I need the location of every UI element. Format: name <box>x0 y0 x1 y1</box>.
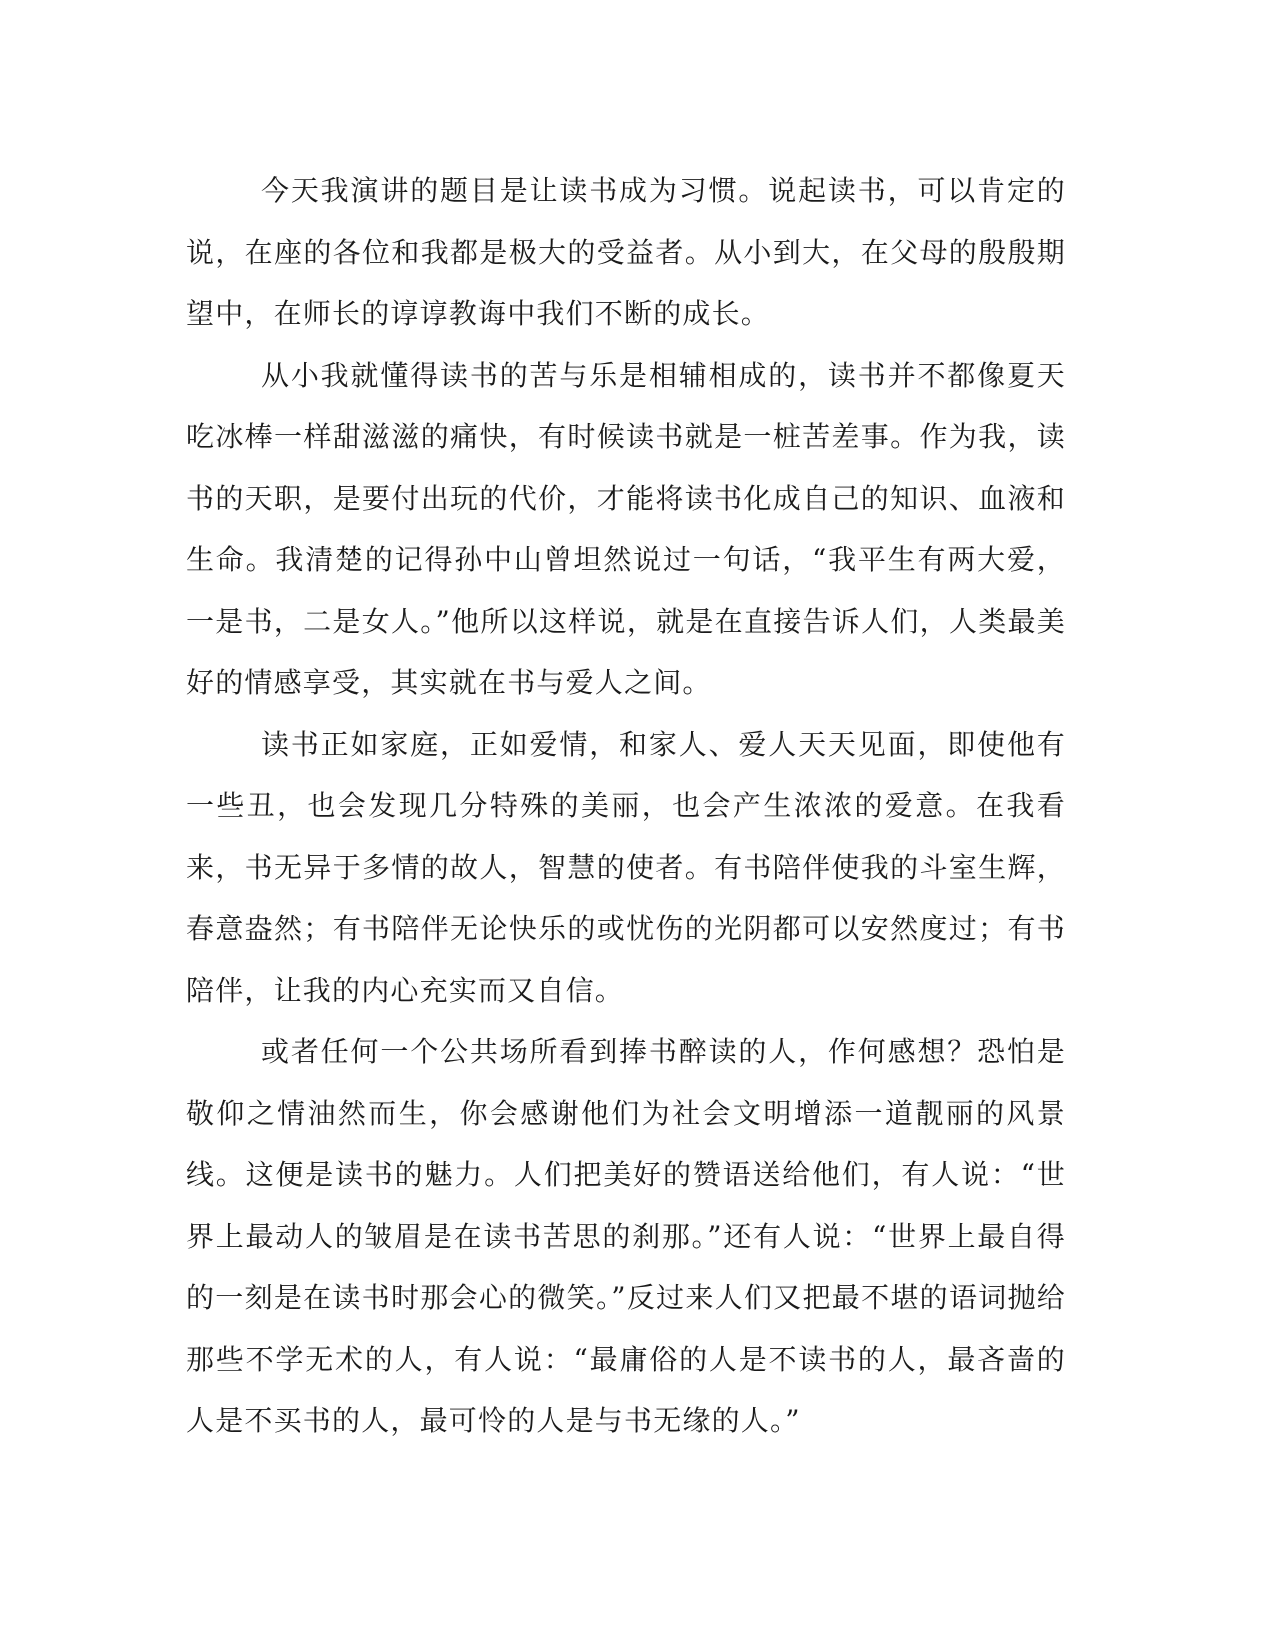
document-body <box>186 160 1066 1452</box>
paragraph: 或者任何一个公共场所看到捧书醉读的人，作何感想？恐怕是敬仰之情油然而生，你会感谢他们为社会文明增添一道靓丽的风景线。这便是读书的魅力。人们把美好的赞语送给他们，有人说：“世界上最动人的皱眉是在读书苦思的刹那。”还有人说：“世界上最自得的一刻是在读书时那会心的微笑。”反过来人们又把最不堪的语词抛给那些不学无术的人，有人说：“最庸俗的人是不读书的人，最吝啬的人是不买书的人，最可怜的人是与书无缘的人。” <box>186 1035 1066 1437</box>
paragraph: 读书正如家庭，正如爱情，和家人、爱人天天见面，即使他有一些丑，也会发现几分特殊的美丽，也会产生浓浓的爱意。在我看来，书无异于多情的故人，智慧的使者。有书陪伴使我的斗室生辉，春意盎然；有书陪伴无论快乐的或忧伤的光阴都可以安然度过；有书陪伴，让我的内心充实而又自信。 <box>186 727 1066 1007</box>
paragraph: 今天我演讲的题目是让读书成为习惯。说起读书，可以肯定的说，在座的各位和我都是极大的受益者。从小到大，在父母的殷殷期望中，在师长的谆谆教诲中我们不断的成长。 <box>186 174 1066 330</box>
paragraph: 从小我就懂得读书的苦与乐是相辅相成的，读书并不都像夏天吃冰棒一样甜滋滋的痛快，有时候读书就是一桩苦差事。作为我，读书的天职，是要付出玩的代价，才能将读书化成自己的知识、血液和生命。我清楚的记得孙中山曾坦然说过一句话，“我平生有两大爱，一是书，二是女人。”他所以这样说，就是在直接告诉人们，人类最美好的情感享受，其实就在书与爱人之间。 <box>186 358 1066 699</box>
